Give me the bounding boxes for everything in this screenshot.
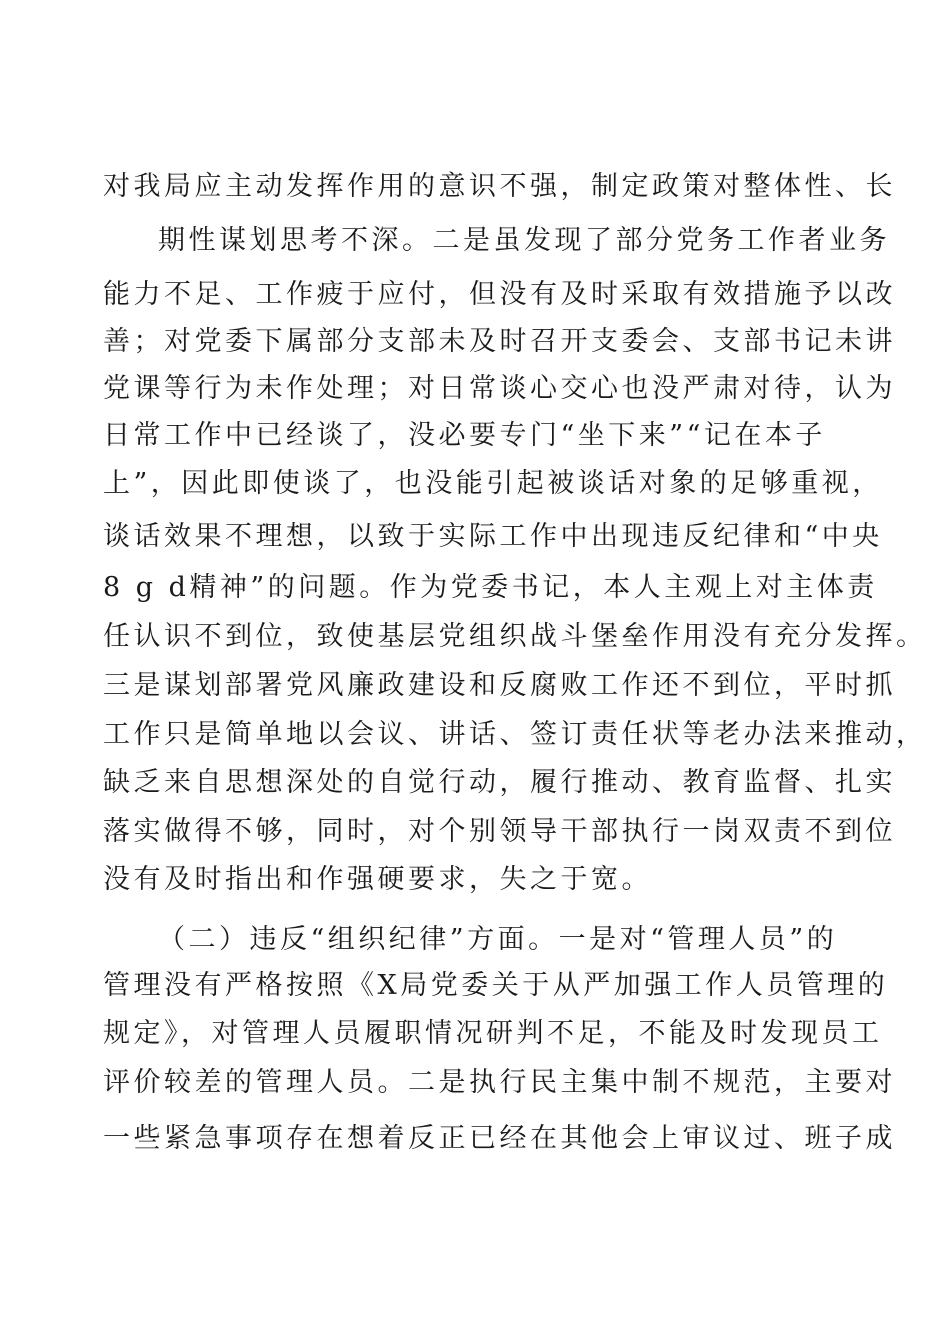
text-line: 规定》，对管理人员履职情况研判不足，不能及时发现员工	[103, 1018, 883, 1049]
text-line: 没有及时指出和作强硬要求，失之于宽。	[103, 864, 652, 895]
text-line: 8 g d精神”的问题。作为党委书记，本人主观上对主体责	[103, 572, 878, 603]
text-line: 落实做得不够，同时，对个别领导干部执行一岗双责不到位	[103, 816, 896, 847]
text-line: （二）违反“组织纪律”方面。一是对“管理人员”的	[158, 924, 838, 955]
text-line: 一些紧急事项存在想着反正已经在其他会上审议过、班子成	[103, 1123, 896, 1154]
text-line: 期性谋划思考不深。二是虽发现了部分党务工作者业务	[158, 225, 890, 256]
text-line: 上”，因此即使谈了，也没能引起被谈话对象的足够重视，	[103, 468, 883, 499]
text-line: 谈话效果不理想，以致于实际工作中出现违反纪律和“中央	[103, 521, 883, 552]
text-line: 工作只是简单地以会议、讲话、签订责任状等老办法来推动，	[103, 719, 927, 750]
text-line: 善；对党委下属部分支部未及时召开支委会、支部书记未讲	[103, 326, 896, 357]
text-line: 评价较差的管理人员。二是执行民主集中制不规范，主要对	[103, 1067, 896, 1098]
text-line: 三是谋划部署党风廉政建设和反腐败工作还不到位，平时抓	[103, 670, 896, 701]
text-line: 日常工作中已经谈了，没必要专门“坐下来”“记在本子	[103, 420, 826, 451]
text-line: 党课等行为未作处理；对日常谈心交心也没严肃对待，认为	[103, 373, 896, 404]
text-line: 任认识不到位，致使基层党组织战斗堡垒作用没有充分发挥。	[103, 621, 927, 652]
text-line: 对我局应主动发挥作用的意识不强，制定政策对整体性、长	[103, 171, 896, 202]
text-line: 能力不足、工作疲于应付，但没有及时采取有效措施予以改	[103, 279, 896, 310]
text-line: 缺乏来自思想深处的自觉行动，履行推动、教育监督、扎实	[103, 767, 896, 798]
text-line: 管理没有严格按照《X局党委关于从严加强工作人员管理的	[103, 970, 889, 1001]
